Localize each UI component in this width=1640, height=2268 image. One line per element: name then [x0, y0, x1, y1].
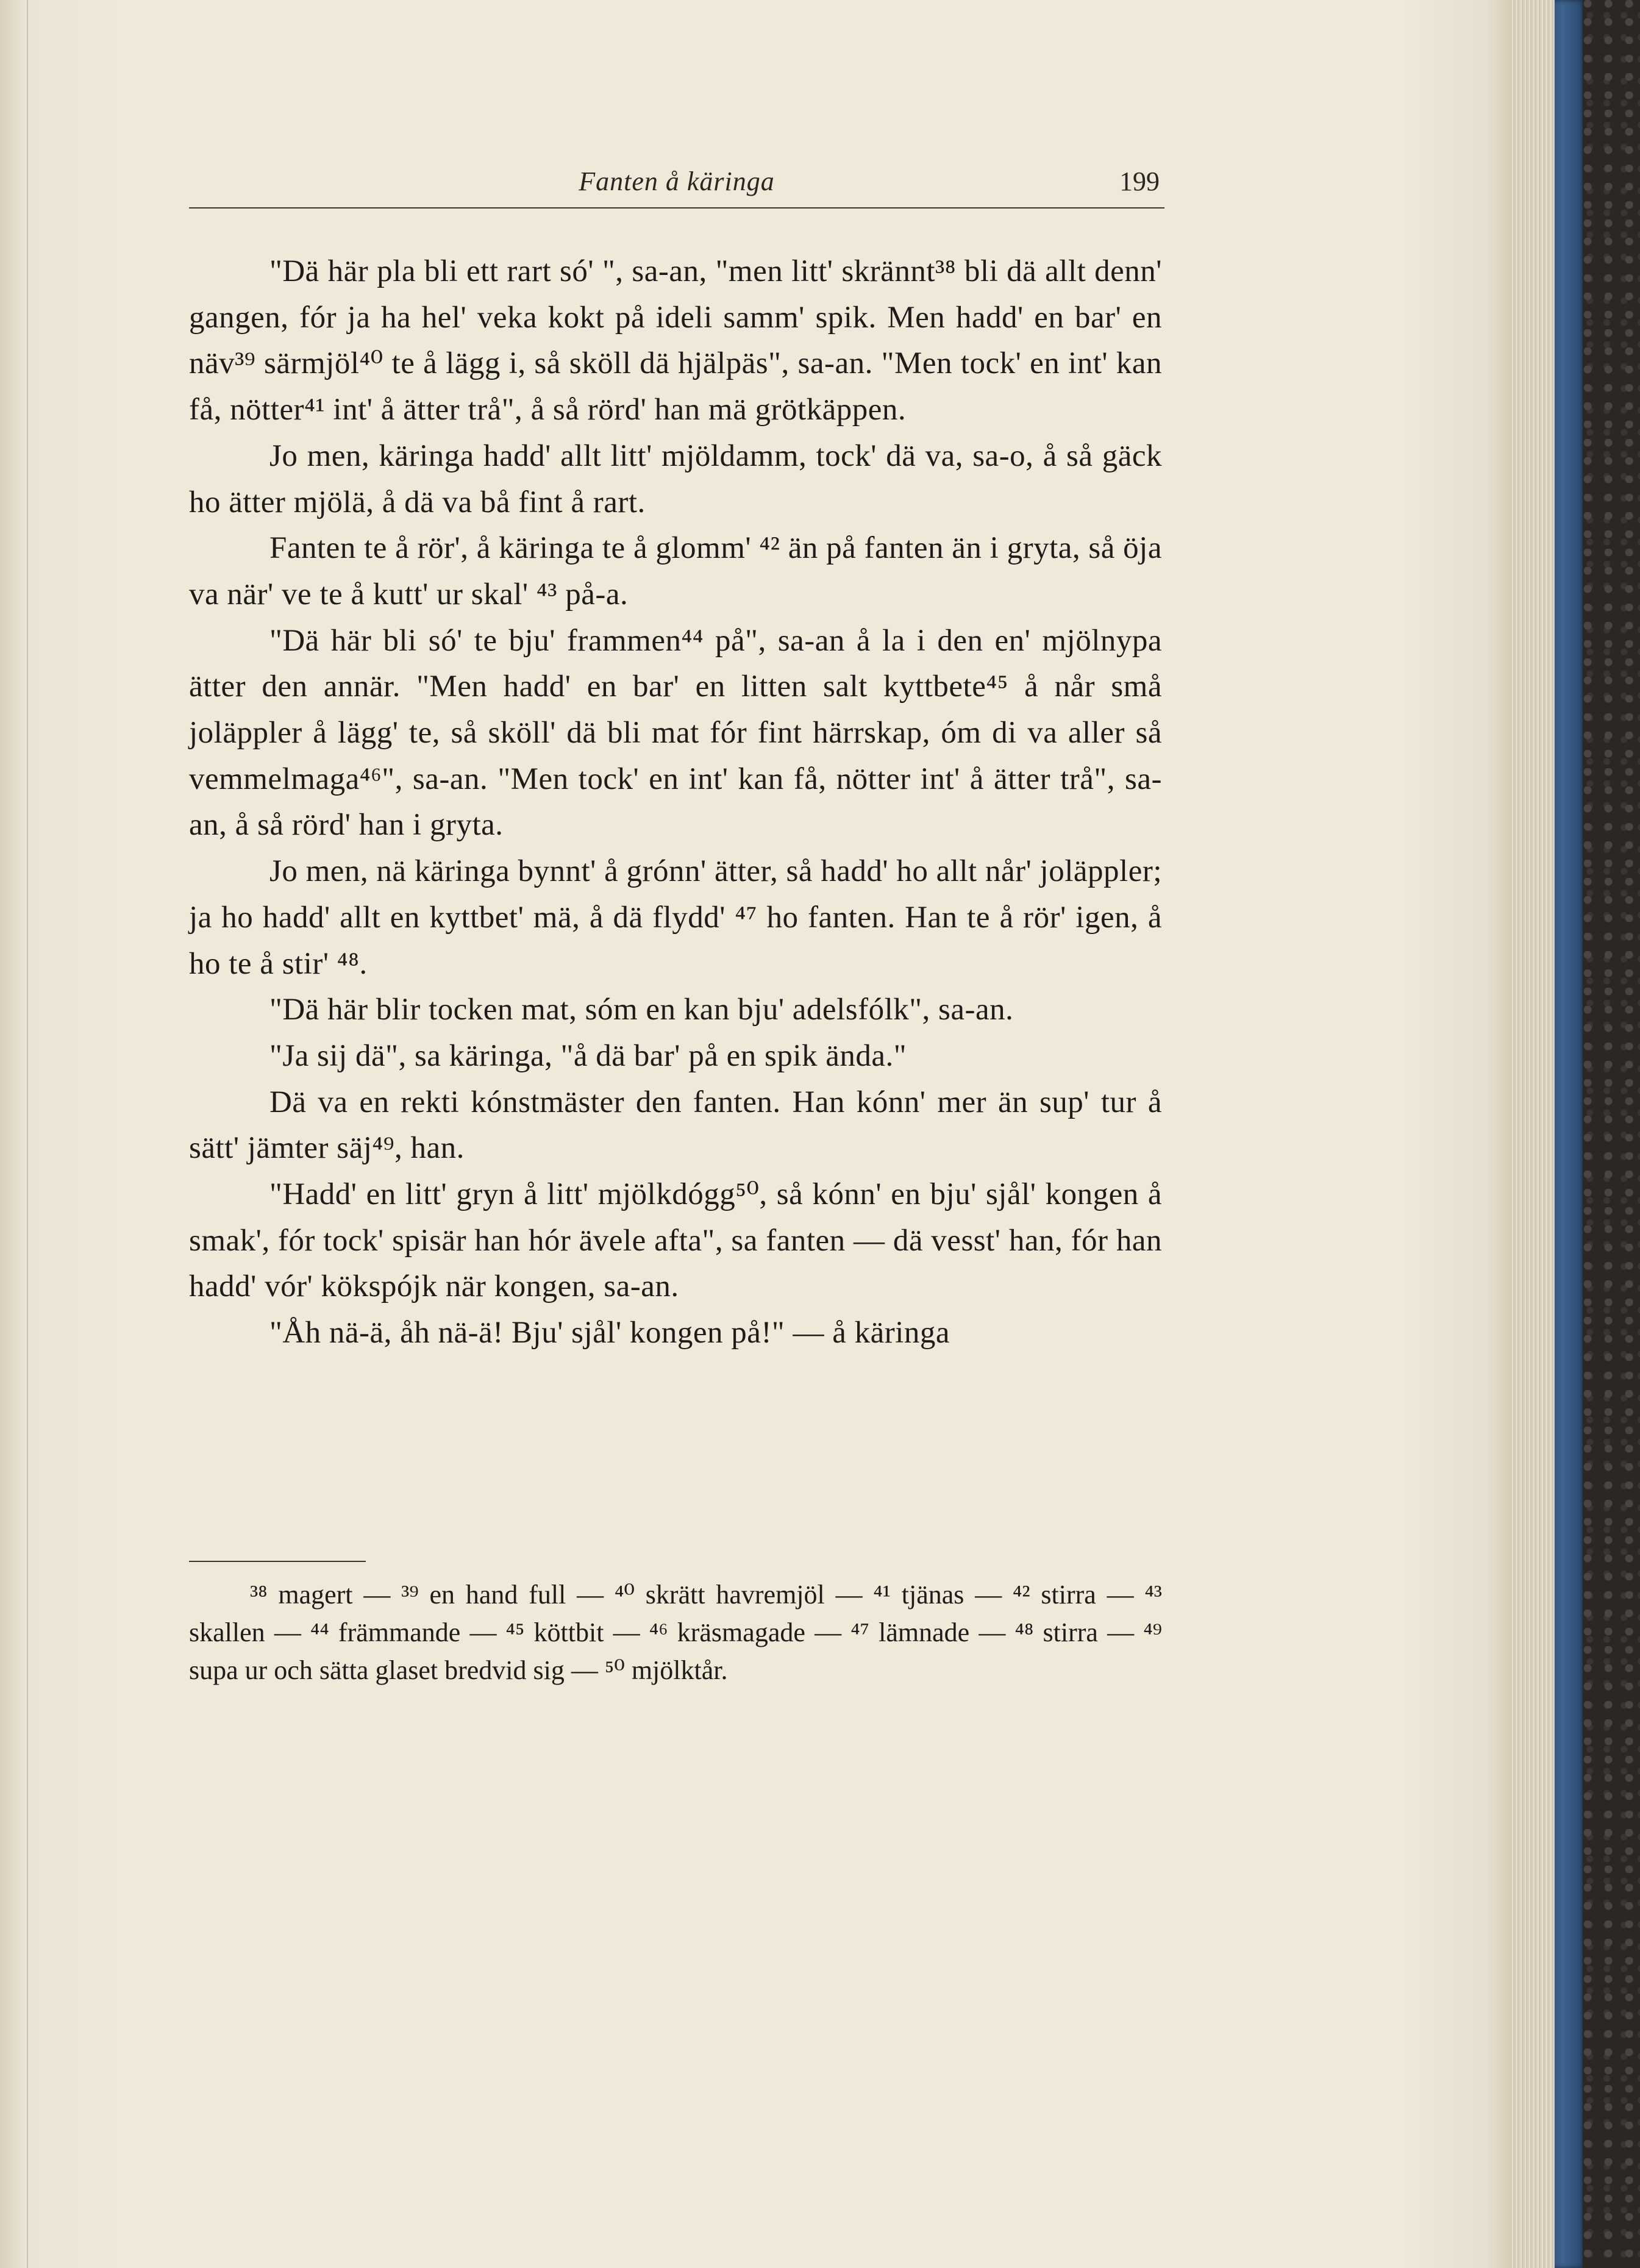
- paragraph: "Åh nä-ä, åh nä-ä! Bju' sjål' kongen på!" — å käringa: [269, 1316, 950, 1350]
- page-header: [189, 160, 1164, 209]
- running-title: Fanten å käringa: [579, 166, 775, 196]
- body-text: [189, 249, 1162, 1357]
- paragraph: Jo men, nä käringa bynnt' å grónn' ätter, så hadd' ho allt når' joläppler; ja ho hadd' allt en kyttbet' mä, å dä flydd' ⁴⁷ ho fanten. Han te å rör' igen, å ho te å stir' ⁴⁸.: [189, 854, 1162, 981]
- paragraph: "Hadd' en litt' gryn å litt' mjölkdógg⁵⁰, så kónn' en bju' sjål' kongen å smak', fór tock' spisär han hór ävele afta", sa fanten — dä vesst' han, fór han hadd' vór' kökspójk när kongen, sa-an.: [189, 1177, 1162, 1304]
- footnote-rule: [189, 1561, 366, 1562]
- paragraph: Jo men, käringa hadd' allt litt' mjöldamm, tock' dä va, sa-o, å så gäck ho ätter mjölä, å dä va bå fint å rart.: [189, 438, 1162, 519]
- footnotes: ³⁸ magert — ³⁹ en hand full — ⁴⁰ skrätt havremjöl — ⁴¹ tjänas — ⁴² stirra — ⁴³ skallen — ⁴⁴ främmande — ⁴⁵ köttbit — ⁴⁶ kräsmagade — ⁴⁷ lämnade — ⁴⁸ stirra — ⁴⁹ supa ur och sätta glaset bredvid sig — ⁵⁰ mjölktår.: [189, 1580, 1162, 1685]
- paragraph: "Ja sij dä", sa käringa, "å dä bar' på en spik ända.": [269, 1038, 907, 1073]
- gutter-line: [27, 0, 28, 2268]
- paragraph: Dä va en rekti kónstmäster den fanten. Han kónn' mer än sup' tur å sätt' jämter säj⁴⁹, han.: [189, 1085, 1162, 1166]
- paragraph: "Dä här pla bli ett rart só' ", sa-an, "men litt' skrännt³⁸ bli dä allt denn' gangen, fór ja ha hel' veka kokt på ideli samm' spik. Men hadd' en bar' en näv³⁹ särmjöl⁴⁰ te å lägg i, så sköll dä hjälpäs", sa-an. "Men tock' en int' kan få, nötter⁴¹ int' å ätter trå", å så rörd' han mä grötkäppen.: [189, 254, 1162, 427]
- header-rule: [189, 207, 1164, 209]
- page-block-edges: [1506, 0, 1555, 2268]
- paragraph: "Dä här bli só' te bju' frammen⁴⁴ på", sa-an å la i den en' mjölnypa ätter den annär. "Men hadd' en bar' en litten salt kyttbete⁴⁵ å når små joläppler å lägg' te, så sköll' dä bli mat fór fint härrskap, óm di va aller så vemmelmaga⁴⁶", sa-an. "Men tock' en int' kan få, nötter int' å ätter trå", sa-an, å så rörd' han i gryta.: [189, 623, 1162, 843]
- page-number: 199: [1119, 166, 1160, 196]
- paragraph: "Dä här blir tocken mat, sóm en kan bju' adelsfólk", sa-an.: [269, 993, 1014, 1027]
- paragraph: Fanten te å rör', å käringa te å glomm' ⁴² än på fanten än i gryta, så öja va när' ve te å kutt' ur skal' ⁴³ på-a.: [189, 531, 1162, 612]
